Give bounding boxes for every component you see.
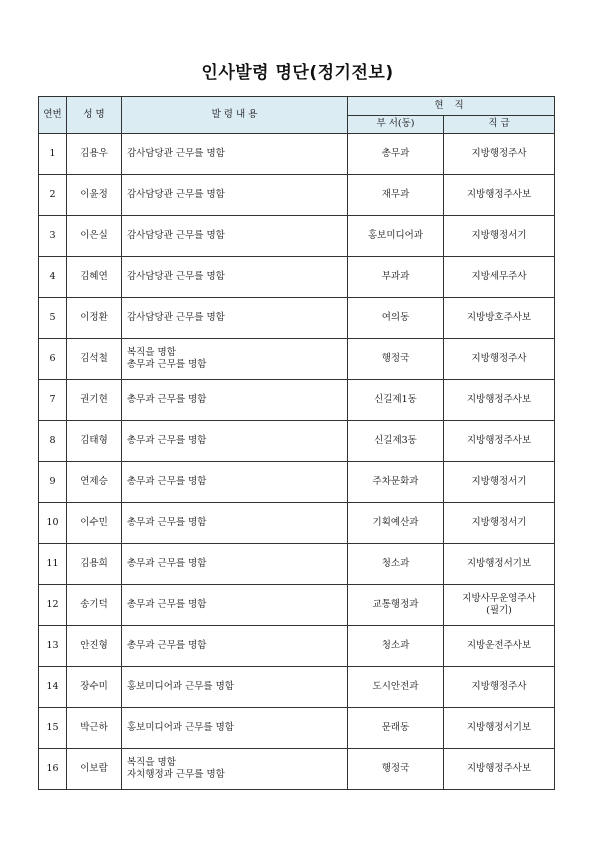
row-content <box>122 585 348 626</box>
row-content <box>122 749 348 790</box>
row-content <box>122 380 348 421</box>
row-content <box>122 421 348 462</box>
row-name: 김석철 <box>67 339 122 380</box>
row-rank <box>444 216 555 257</box>
row-rank <box>444 257 555 298</box>
row-content <box>122 626 348 667</box>
row-name: 박근하 <box>67 708 122 749</box>
row-no: 7 <box>39 380 67 421</box>
row-content <box>122 708 348 749</box>
rank-line: 지방세무주사 <box>471 270 527 282</box>
content-line: 총무과 근무를 명함 <box>127 598 207 610</box>
content-line: 복직을 명함 <box>127 346 176 358</box>
document-title: 인사발령 명단(정기전보) <box>201 63 394 83</box>
content-line: 홍보미디어과 근무를 명함 <box>127 721 234 733</box>
content-line: 총무과 근무를 명함 <box>127 434 207 446</box>
row-no: 13 <box>39 626 67 667</box>
table-row <box>39 298 555 339</box>
row-name: 권기현 <box>67 380 122 421</box>
table-row <box>39 503 555 544</box>
row-content <box>122 257 348 298</box>
rank-line: 지방사무운영주사 <box>462 592 536 604</box>
content-line: 복직을 명함 <box>127 756 176 768</box>
content-line: 총무과 근무를 명함 <box>127 359 207 370</box>
row-no: 4 <box>39 257 67 298</box>
row-rank <box>444 749 555 790</box>
row-dept: 총무과 <box>348 134 444 175</box>
content-line: 총무과 근무를 명함 <box>127 393 207 405</box>
row-name: 안진형 <box>67 626 122 667</box>
row-name: 장수미 <box>67 667 122 708</box>
content-line: 자치행정과 근무를 명함 <box>127 769 225 780</box>
content-line: 총무과 근무를 명함 <box>127 557 207 569</box>
table-row <box>39 134 555 175</box>
row-content <box>122 339 348 380</box>
row-rank <box>444 298 555 339</box>
row-no: 2 <box>39 175 67 216</box>
row-name: 김태형 <box>67 421 122 462</box>
rank-line: 지방행정서기 <box>471 229 527 241</box>
table-body <box>39 134 555 790</box>
row-dept: 행정국 <box>348 339 444 380</box>
content-line: 총무과 근무를 명함 <box>127 516 207 528</box>
content-line: 감사담당관 근무를 명함 <box>127 147 225 159</box>
content-line: 홍보미디어과 근무를 명함 <box>127 680 234 692</box>
rank-line: 지방행정서기 <box>471 475 527 487</box>
row-no: 5 <box>39 298 67 339</box>
row-dept: 기획예산과 <box>348 503 444 544</box>
row-content <box>122 667 348 708</box>
table-row <box>39 339 555 380</box>
content-line: 감사담당관 근무를 명함 <box>127 229 225 241</box>
table-row <box>39 421 555 462</box>
table-row <box>39 626 555 667</box>
row-rank <box>444 421 555 462</box>
header-dept: 부 서(동) <box>348 116 444 134</box>
table-row <box>39 380 555 421</box>
row-name: 송기덕 <box>67 585 122 626</box>
row-no: 6 <box>39 339 67 380</box>
row-rank <box>444 708 555 749</box>
row-rank <box>444 462 555 503</box>
row-rank <box>444 175 555 216</box>
header-content: 발 령 내 용 <box>122 97 348 134</box>
table-row <box>39 462 555 503</box>
row-no: 1 <box>39 134 67 175</box>
rank-line: 지방행정주사보 <box>466 434 532 446</box>
row-no: 16 <box>39 749 67 790</box>
table-row <box>39 544 555 585</box>
content-line: 감사담당관 근무를 명함 <box>127 270 225 282</box>
table-row <box>39 749 555 790</box>
row-dept: 신길제1동 <box>348 380 444 421</box>
row-no: 3 <box>39 216 67 257</box>
rank-line: (필기) <box>486 605 512 616</box>
row-no: 12 <box>39 585 67 626</box>
row-content <box>122 298 348 339</box>
row-dept: 도시안전과 <box>348 667 444 708</box>
row-dept: 홍보미디어과 <box>348 216 444 257</box>
header-current: 현 직 <box>348 97 555 116</box>
row-no: 15 <box>39 708 67 749</box>
row-content <box>122 216 348 257</box>
rank-line: 지방방호주사보 <box>466 311 532 323</box>
header-no: 연번 <box>39 97 67 134</box>
row-name: 이정환 <box>67 298 122 339</box>
table-header <box>39 97 555 134</box>
content-line: 감사담당관 근무를 명함 <box>127 311 225 323</box>
row-dept: 신길제3동 <box>348 421 444 462</box>
row-rank <box>444 585 555 626</box>
row-no: 9 <box>39 462 67 503</box>
personnel-table <box>38 96 555 790</box>
table-row <box>39 708 555 749</box>
row-rank <box>444 544 555 585</box>
row-rank <box>444 134 555 175</box>
row-no: 11 <box>39 544 67 585</box>
row-rank <box>444 667 555 708</box>
rank-line: 지방행정주사보 <box>466 393 532 405</box>
table-row <box>39 216 555 257</box>
row-name: 이윤정 <box>67 175 122 216</box>
rank-line: 지방행정주사 <box>471 147 527 159</box>
rank-line: 지방행정주사 <box>471 352 527 364</box>
rank-line: 지방행정주사보 <box>466 762 532 774</box>
table-row <box>39 257 555 298</box>
rank-line: 지방행정서기보 <box>466 721 532 733</box>
content-line: 감사담당관 근무를 명함 <box>127 188 225 200</box>
content-line: 총무과 근무를 명함 <box>127 639 207 651</box>
row-rank <box>444 339 555 380</box>
content-line: 총무과 근무를 명함 <box>127 475 207 487</box>
table-row <box>39 175 555 216</box>
row-name: 이수민 <box>67 503 122 544</box>
rank-line: 지방운전주사보 <box>466 639 532 651</box>
row-dept: 청소과 <box>348 544 444 585</box>
row-name: 이은실 <box>67 216 122 257</box>
row-dept: 주차문화과 <box>348 462 444 503</box>
row-name: 연제승 <box>67 462 122 503</box>
row-dept: 재무과 <box>348 175 444 216</box>
header-rank: 직 급 <box>444 116 555 134</box>
row-dept: 부과과 <box>348 257 444 298</box>
row-no: 14 <box>39 667 67 708</box>
row-no: 10 <box>39 503 67 544</box>
row-dept: 행정국 <box>348 749 444 790</box>
row-content <box>122 134 348 175</box>
table-row <box>39 585 555 626</box>
rank-line: 지방행정주사 <box>471 680 527 692</box>
row-rank <box>444 626 555 667</box>
header-name: 성 명 <box>67 97 122 134</box>
row-name: 김용희 <box>67 544 122 585</box>
rank-line: 지방행정서기 <box>471 516 527 528</box>
row-name: 김용우 <box>67 134 122 175</box>
table-row <box>39 667 555 708</box>
row-content <box>122 462 348 503</box>
row-dept: 여의동 <box>348 298 444 339</box>
row-content <box>122 175 348 216</box>
row-content <box>122 544 348 585</box>
rank-line: 지방행정주사보 <box>466 188 532 200</box>
rank-line: 지방행정서기보 <box>466 557 532 569</box>
row-dept: 교통행정과 <box>348 585 444 626</box>
row-rank <box>444 380 555 421</box>
row-name: 이보람 <box>67 749 122 790</box>
row-no: 8 <box>39 421 67 462</box>
row-name: 김혜연 <box>67 257 122 298</box>
row-rank <box>444 503 555 544</box>
row-content <box>122 503 348 544</box>
row-dept: 문래동 <box>348 708 444 749</box>
row-dept: 청소과 <box>348 626 444 667</box>
